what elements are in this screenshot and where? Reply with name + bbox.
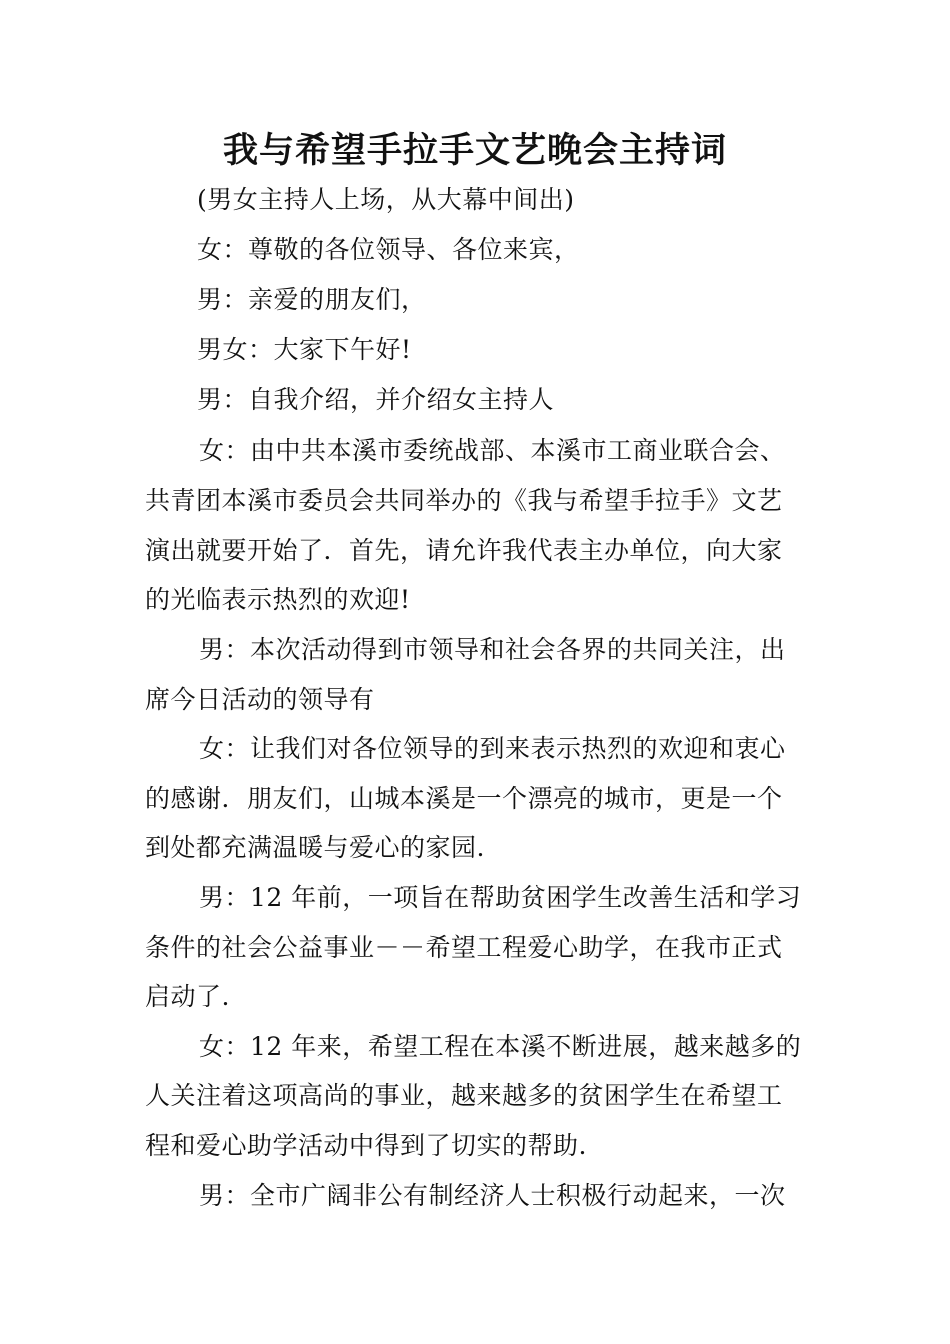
script-line: 女：尊敬的各位领导、各位来宾，: [197, 235, 580, 264]
script-line: 演出就要开始了．首先，请允许我代表主办单位，向大家: [145, 536, 783, 565]
script-line: 的光临表示热烈的欢迎!: [145, 585, 411, 614]
script-line: 男：12 年前，一项旨在帮助贫困学生改善生活和学习: [199, 883, 802, 912]
document-title: 我与希望手拉手文艺晚会主持词: [222, 130, 727, 171]
script-line: 共青团本溪市委员会共同举办的《我与希望手拉手》文艺: [145, 486, 783, 515]
script-line: 女：由中共本溪市委统战部、本溪市工商业联合会、: [199, 436, 786, 465]
script-line: 到处都充满温暖与爱心的家园.: [145, 833, 485, 862]
stage-direction: (男女主持人上场，从大幕中间出): [197, 185, 575, 214]
script-line: 启动了.: [145, 982, 230, 1011]
script-line: 女：12 年来，希望工程在本溪不断进展，越来越多的: [199, 1032, 802, 1061]
script-line: 男女：大家下午好!: [197, 335, 412, 364]
script-line: 男：自我介绍，并介绍女主持人: [197, 385, 555, 414]
script-line: 条件的社会公益事业－－希望工程爱心助学，在我市正式: [145, 933, 783, 962]
script-line: 程和爱心助学活动中得到了切实的帮助.: [145, 1131, 587, 1160]
script-line: 的感谢．朋友们，山城本溪是一个漂亮的城市，更是一个: [145, 784, 783, 813]
script-line: 人关注着这项高尚的事业，越来越多的贫困学生在希望工: [145, 1081, 783, 1110]
script-line: 男：亲爱的朋友们，: [197, 285, 427, 314]
script-line: 席今日活动的领导有: [145, 685, 375, 714]
script-line: 男：本次活动得到市领导和社会各界的共同关注，出: [199, 635, 786, 664]
script-line: 男：全市广阔非公有制经济人士积极行动起来，一次: [199, 1181, 786, 1210]
script-line: 女：让我们对各位领导的到来表示热烈的欢迎和衷心: [199, 734, 786, 763]
